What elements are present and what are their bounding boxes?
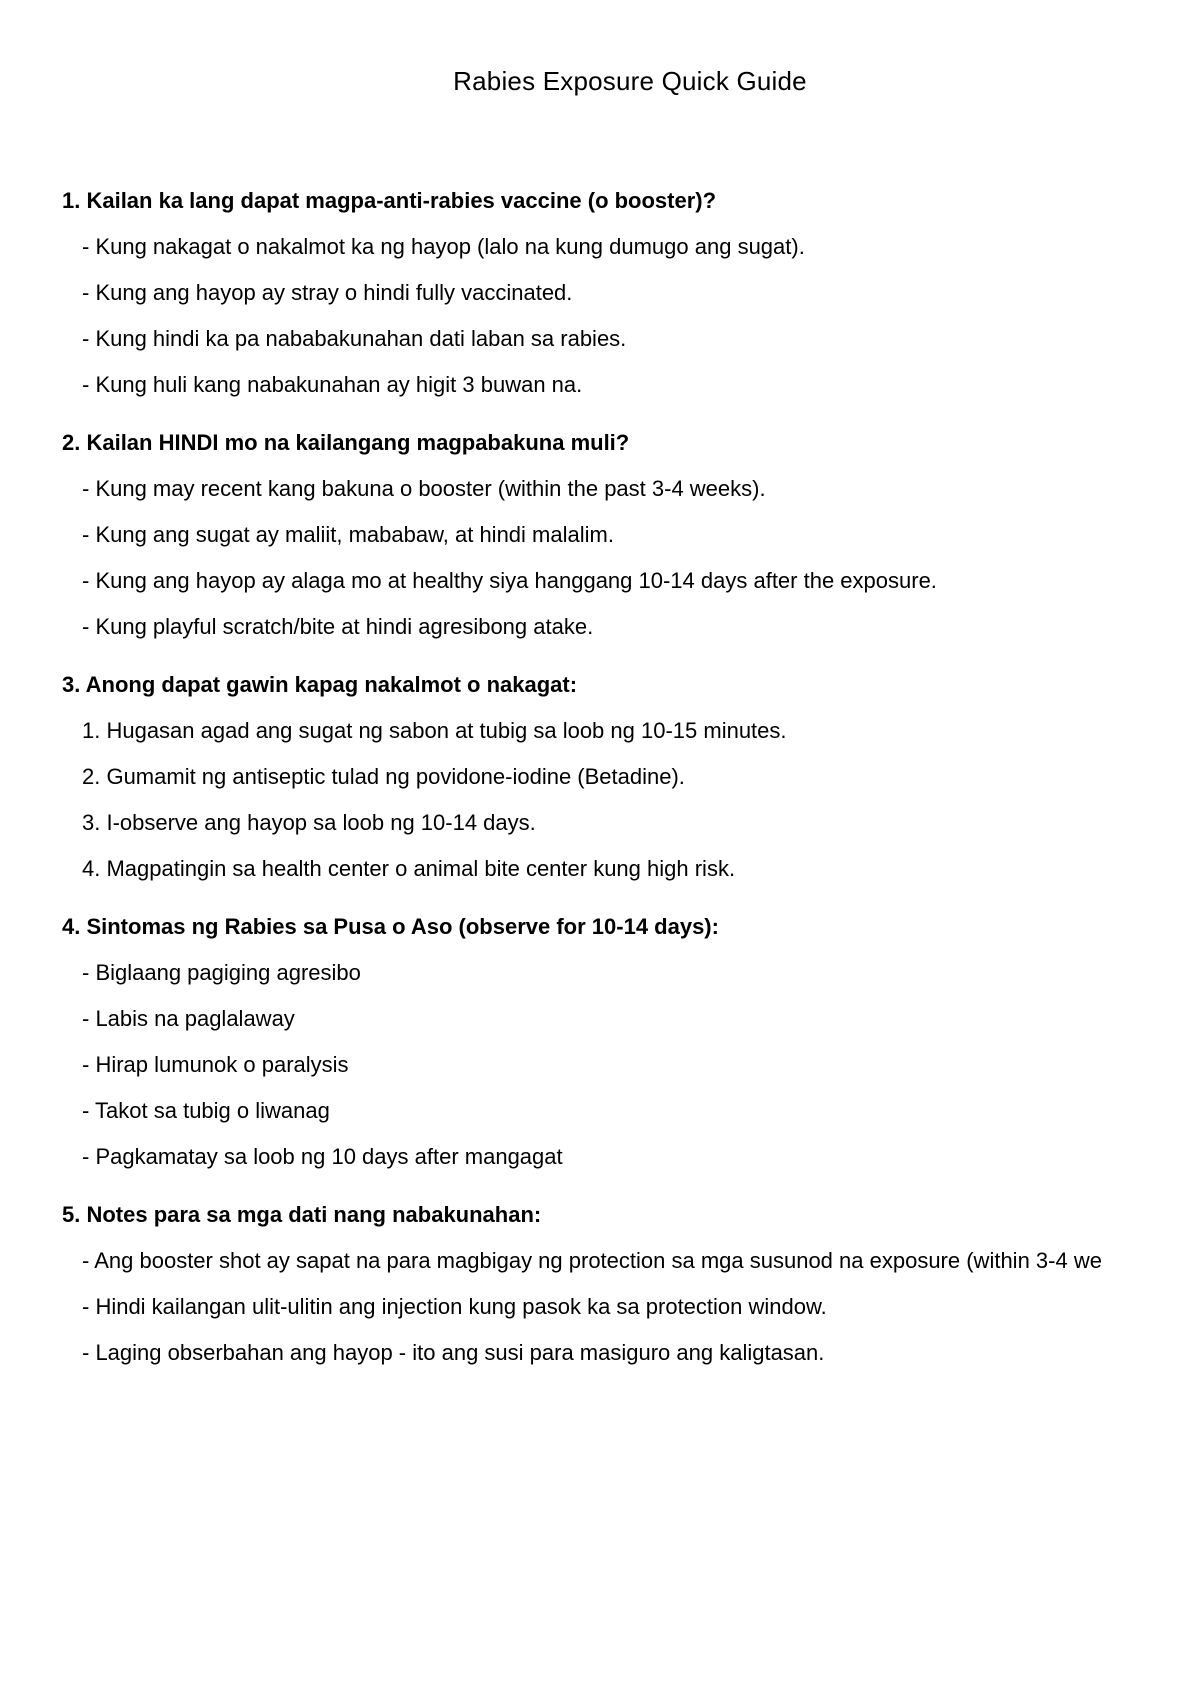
list-item: - Biglaang pagiging agresibo: [82, 960, 361, 985]
list-item: - Kung huli kang nabakunahan ay higit 3 buwan na.: [82, 372, 583, 397]
section-vaccine-not-needed: [62, 420, 1200, 650]
list-item: - Takot sa tubig o liwanag: [82, 1098, 330, 1123]
section-heading: 3. Anong dapat gawin kapag nakalmot o nakagat:: [62, 672, 578, 697]
section-notes: [62, 1192, 1200, 1376]
list-item: - Ang booster shot ay sapat na para magbigay ng protection sa mga susunod na exposure (within 3-4 we: [82, 1248, 1102, 1273]
list-item: 3. I-observe ang hayop sa loob ng 10-14 days.: [82, 810, 536, 835]
document-body: [62, 178, 1200, 1388]
list-item: - Kung ang hayop ay alaga mo at healthy siya hanggang 10-14 days after the exposure.: [82, 568, 937, 593]
section-symptoms: [62, 904, 1200, 1180]
section-heading: 4. Sintomas ng Rabies sa Pusa o Aso (observe for 10-14 days):: [62, 914, 719, 939]
section-vaccine-when: [62, 178, 1200, 408]
section-first-aid: [62, 662, 1200, 892]
list-item: - Hindi kailangan ulit-ulitin ang injection kung pasok ka sa protection window.: [82, 1294, 827, 1319]
list-item: - Kung ang hayop ay stray o hindi fully vaccinated.: [82, 280, 573, 305]
list-item: - Laging obserbahan ang hayop - ito ang susi para masiguro ang kaligtasan.: [82, 1340, 825, 1365]
list-item: - Kung hindi ka pa nababakunahan dati laban sa rabies.: [82, 326, 627, 351]
list-item: 4. Magpatingin sa health center o animal bite center kung high risk.: [82, 856, 736, 881]
list-item: - Kung playful scratch/bite at hindi agresibong atake.: [82, 614, 594, 639]
list-item: 2. Gumamit ng antiseptic tulad ng povidone-iodine (Betadine).: [82, 764, 685, 789]
section-heading: 5. Notes para sa mga dati nang nabakunahan:: [62, 1202, 542, 1227]
list-item: - Kung ang sugat ay maliit, mababaw, at hindi malalim.: [82, 522, 614, 547]
section-heading: 1. Kailan ka lang dapat magpa-anti-rabies vaccine (o booster)?: [62, 188, 717, 213]
list-item: - Pagkamatay sa loob ng 10 days after mangagat: [82, 1144, 563, 1169]
list-item: - Hirap lumunok o paralysis: [82, 1052, 349, 1077]
document-title: Rabies Exposure Quick Guide: [453, 66, 807, 96]
list-item: - Kung may recent kang bakuna o booster (within the past 3-4 weeks).: [82, 476, 766, 501]
list-item: 1. Hugasan agad ang sugat ng sabon at tubig sa loob ng 10-15 minutes.: [82, 718, 787, 743]
list-item: - Labis na paglalaway: [82, 1006, 295, 1031]
list-item: - Kung nakagat o nakalmot ka ng hayop (lalo na kung dumugo ang sugat).: [82, 234, 805, 259]
section-heading: 2. Kailan HINDI mo na kailangang magpabakuna muli?: [62, 430, 630, 455]
